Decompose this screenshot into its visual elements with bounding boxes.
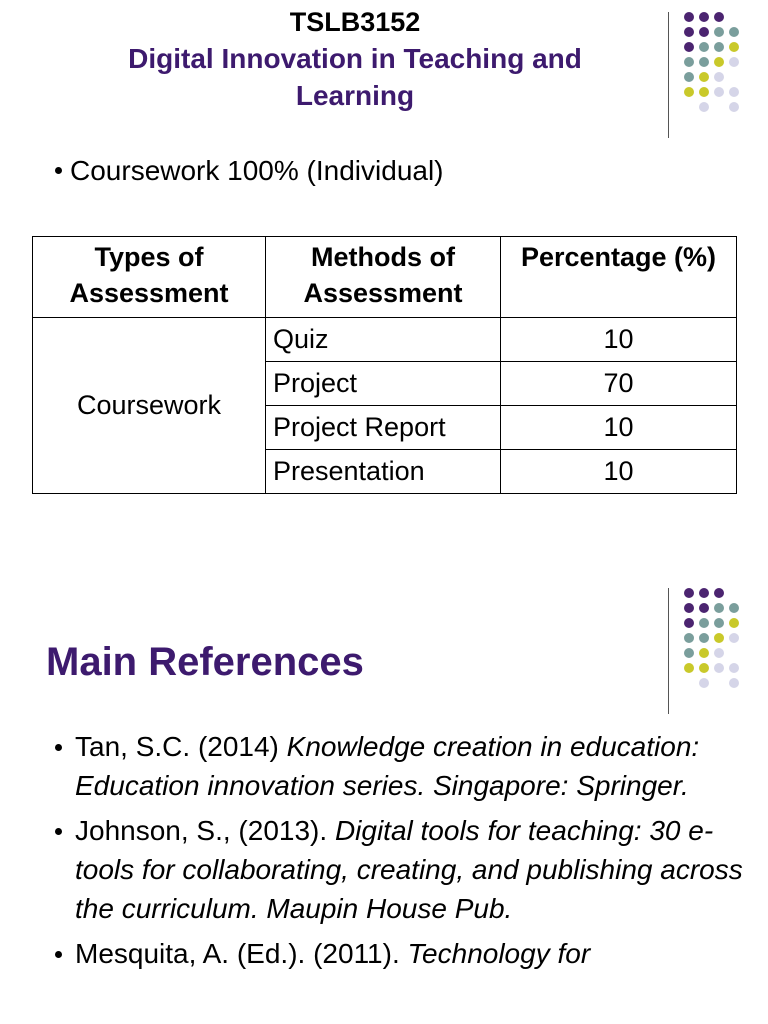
decorative-dot xyxy=(699,678,709,688)
decorative-dot xyxy=(684,27,694,37)
decorative-dot xyxy=(714,12,724,22)
cell-method: Project xyxy=(266,362,501,406)
table-row xyxy=(33,318,737,362)
decorative-dot xyxy=(699,27,709,37)
decorative-dot xyxy=(714,27,724,37)
list-item xyxy=(55,934,745,973)
cell-method: Presentation xyxy=(266,450,501,494)
decorative-dot xyxy=(729,57,739,67)
header-methods-of-assessment: Methods of Assessment xyxy=(266,237,501,318)
decorative-dot xyxy=(699,588,709,598)
decorative-dot xyxy=(714,57,724,67)
decorative-dot xyxy=(699,633,709,643)
coursework-bullet xyxy=(55,155,444,187)
decorative-dot xyxy=(684,87,694,97)
coursework-bullet-text: Coursework 100% (Individual) xyxy=(70,155,444,186)
decorative-dot xyxy=(714,588,724,598)
decorative-dot xyxy=(684,12,694,22)
reference-author: Mesquita, A. (Ed.). (2011). xyxy=(75,938,408,969)
course-title-line1: Digital Innovation in Teaching and xyxy=(128,43,582,74)
decorative-dot xyxy=(729,603,739,613)
reference-title: Technology for xyxy=(407,938,591,969)
table-header-row xyxy=(33,237,737,318)
decorative-dot xyxy=(684,648,694,658)
decorative-dot xyxy=(699,618,709,628)
cell-method: Quiz xyxy=(266,318,501,362)
decorative-dot xyxy=(729,633,739,643)
decorative-dot xyxy=(699,648,709,658)
cell-percentage: 70 xyxy=(501,362,737,406)
decorative-dot xyxy=(729,678,739,688)
reference-title: Digital tools for teaching: 30 e-tools for collaborating, creating, and publishing across the curriculum. Maupin House Pub. xyxy=(75,815,743,924)
decorative-dot xyxy=(714,618,724,628)
decorative-dot xyxy=(714,663,724,673)
decorative-dot xyxy=(729,27,739,37)
decorative-dot xyxy=(699,102,709,112)
cell-percentage: 10 xyxy=(501,450,737,494)
decorative-dot xyxy=(699,57,709,67)
decorative-dot xyxy=(699,12,709,22)
reference-author: Johnson, S., (2013). xyxy=(75,815,335,846)
cell-assessment-type: Coursework xyxy=(33,318,266,494)
decorative-dot xyxy=(699,42,709,52)
decorative-dot xyxy=(684,618,694,628)
reference-author: Tan, S.C. (2014) xyxy=(75,731,287,762)
bullet-icon xyxy=(55,828,62,835)
references-list xyxy=(55,727,745,979)
cell-percentage: 10 xyxy=(501,406,737,450)
decorative-dot xyxy=(729,42,739,52)
decorative-dot xyxy=(729,87,739,97)
assessment-table xyxy=(32,236,737,494)
decorative-dot xyxy=(714,603,724,613)
decorative-dot xyxy=(684,603,694,613)
decorative-dot xyxy=(699,87,709,97)
decorative-dot xyxy=(729,102,739,112)
list-item xyxy=(55,811,745,928)
decorative-dot xyxy=(714,87,724,97)
decorative-dot xyxy=(714,648,724,658)
course-code: TSLB3152 xyxy=(289,7,421,37)
decorative-dot xyxy=(714,72,724,82)
decorative-dot xyxy=(684,663,694,673)
decorative-dot xyxy=(729,618,739,628)
decorative-dot xyxy=(714,633,724,643)
cell-method: Project Report xyxy=(266,406,501,450)
decorative-dot xyxy=(684,588,694,598)
decorative-dot xyxy=(714,42,724,52)
reference-title: Knowledge creation in education: Education innovation series. Singapore: Springer. xyxy=(75,731,700,801)
list-item xyxy=(55,727,745,805)
header-percentage: Percentage (%) xyxy=(501,237,737,318)
header-types-of-assessment: Types of Assessment xyxy=(33,237,266,318)
decorative-dots xyxy=(660,12,760,142)
decorative-dot xyxy=(684,57,694,67)
decorative-dot xyxy=(684,633,694,643)
decorative-dot xyxy=(684,72,694,82)
decorative-divider xyxy=(668,588,669,714)
decorative-dots xyxy=(660,588,760,718)
bullet-icon xyxy=(55,744,62,751)
decorative-dot xyxy=(684,42,694,52)
decorative-dot xyxy=(699,603,709,613)
decorative-dot xyxy=(729,663,739,673)
slide-references xyxy=(0,512,768,1024)
cell-percentage: 10 xyxy=(501,318,737,362)
course-title-line2: Learning xyxy=(295,80,415,111)
bullet-icon xyxy=(55,951,62,958)
decorative-divider xyxy=(668,12,669,138)
bullet-icon xyxy=(55,167,62,174)
decorative-dot xyxy=(699,663,709,673)
references-heading: Main References xyxy=(46,640,364,684)
course-title xyxy=(0,40,710,114)
decorative-dot xyxy=(699,72,709,82)
